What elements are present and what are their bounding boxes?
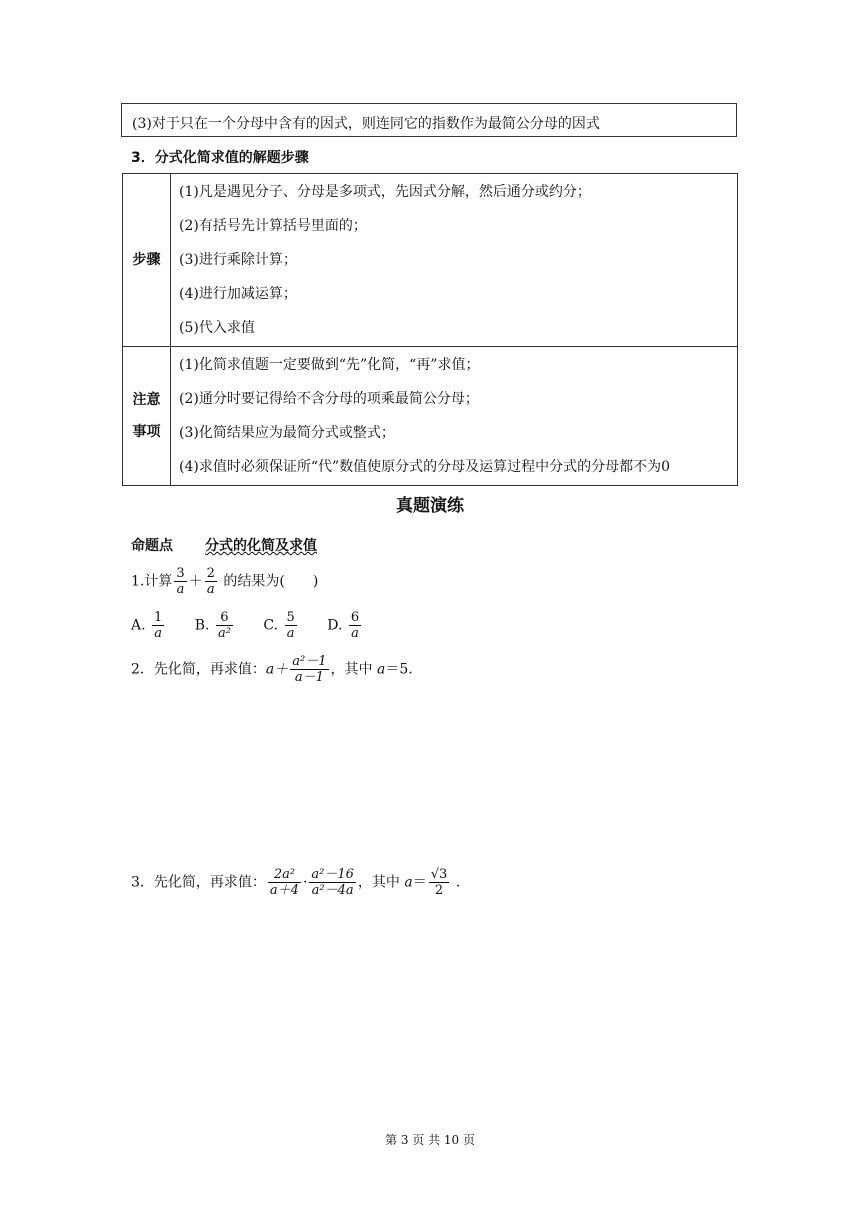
option-num: 6 bbox=[350, 610, 360, 625]
notes-label-line: 事项 bbox=[132, 424, 161, 440]
q3-fraction-2 bbox=[309, 867, 356, 898]
q3-f1-num: 2a² bbox=[268, 867, 301, 883]
q1-f1-den: a bbox=[176, 582, 185, 597]
section-heading: 3．分式化简求值的解题步骤 bbox=[131, 150, 309, 166]
page-footer: 第 3 页 共 10 页 bbox=[385, 1133, 475, 1147]
q3-value-fraction bbox=[429, 867, 450, 898]
section-title: 真题演练 bbox=[396, 496, 464, 516]
q2-var: a bbox=[376, 661, 386, 678]
q2-value: ＝5. bbox=[385, 661, 413, 678]
option-num: 5 bbox=[286, 610, 295, 625]
q2-lead: a＋ bbox=[265, 661, 289, 678]
q2-fraction bbox=[290, 654, 328, 685]
step-item: (3)进行乘除计算； bbox=[179, 252, 297, 268]
option-den: a² bbox=[217, 626, 231, 641]
q2-suffix: ，其中 bbox=[330, 661, 373, 678]
q1-fraction-1 bbox=[174, 566, 186, 597]
q1-suffix: 的结果为( ) bbox=[223, 573, 319, 590]
q2-num: a²－1 bbox=[292, 654, 327, 669]
q1-fraction-2 bbox=[205, 566, 217, 597]
note-item: (1)化简求值题一定要做到“先”化简，“再”求值； bbox=[179, 357, 480, 373]
q1-f1-num: 3 bbox=[176, 566, 185, 581]
q3-end: . bbox=[455, 874, 461, 891]
note-item: (2)通分时要记得给不含分母的项乘最简公分母； bbox=[179, 391, 479, 407]
q3-f1-den: a＋4 bbox=[269, 883, 299, 898]
q1-options bbox=[131, 610, 387, 641]
notes-label bbox=[123, 347, 171, 486]
q3-f2-den: a²－4a bbox=[311, 883, 354, 898]
q1-option-b bbox=[195, 610, 235, 641]
q1-plus: ＋ bbox=[188, 573, 203, 590]
topic-label: 命题点 bbox=[131, 538, 173, 554]
q3-fraction-1 bbox=[268, 867, 301, 898]
step-item: (5)代入求值 bbox=[179, 320, 255, 336]
q3-eq: ＝ bbox=[412, 874, 427, 891]
q3-var: a bbox=[404, 874, 413, 891]
option-num: 6 bbox=[216, 610, 233, 626]
note-item: (4)求值时必须保证所“代”数值使原分式的分母及运算过程中分式的分母都不为0 bbox=[179, 459, 671, 475]
q1-option-c bbox=[263, 610, 298, 641]
option-label: A. bbox=[131, 617, 146, 634]
step-item: (2)有括号先计算括号里面的； bbox=[179, 218, 367, 234]
steps-row bbox=[123, 174, 738, 347]
topic-line bbox=[131, 535, 317, 555]
q2-prefix: 2．先化简，再求值： bbox=[131, 661, 266, 678]
q3-prefix: 3．先化简，再求值： bbox=[131, 874, 266, 891]
notes-row bbox=[123, 347, 738, 486]
question-1 bbox=[131, 566, 318, 597]
option-den: a bbox=[154, 626, 163, 641]
q3-suffix: ，其中 bbox=[357, 874, 400, 891]
steps-label: 步骤 bbox=[123, 174, 171, 347]
note-box bbox=[121, 103, 737, 137]
notes-label-line: 注意 bbox=[132, 392, 161, 408]
option-fraction bbox=[152, 610, 164, 641]
q1-prefix: 1.计算 bbox=[131, 573, 173, 590]
note-text: (3)对于只在一个分母中含有的因式，则连同它的指数作为最简公分母的因式 bbox=[132, 116, 600, 132]
option-num: 1 bbox=[154, 610, 163, 625]
steps-table bbox=[122, 173, 738, 486]
q1-f2-den: a bbox=[206, 582, 215, 597]
step-item: (4)进行加减运算； bbox=[179, 286, 297, 302]
option-label: C. bbox=[263, 617, 279, 634]
option-den: a bbox=[351, 626, 359, 641]
q3-val-num: √3 bbox=[430, 867, 448, 882]
notes-content bbox=[171, 347, 738, 486]
option-den: a bbox=[286, 626, 295, 641]
q1-option-a bbox=[131, 610, 166, 641]
question-3 bbox=[131, 867, 460, 898]
q2-den: a－1 bbox=[294, 670, 324, 685]
question-2 bbox=[131, 654, 413, 685]
q1-f2-num: 2 bbox=[206, 566, 215, 581]
topic-name: 分式的化简及求值 bbox=[205, 538, 317, 554]
q3-val-den: 2 bbox=[434, 883, 444, 898]
q3-dot: · bbox=[302, 874, 308, 891]
option-fraction bbox=[349, 610, 361, 641]
q1-option-d bbox=[327, 610, 363, 641]
option-fraction bbox=[216, 610, 233, 641]
note-item: (3)化简结果应为最简分式或整式； bbox=[179, 425, 395, 441]
option-label: B. bbox=[194, 617, 210, 634]
steps-content bbox=[171, 174, 738, 347]
q3-f2-num: a²－16 bbox=[311, 867, 354, 882]
step-item: (1)凡是遇见分子、分母是多项式，先因式分解，然后通分或约分； bbox=[179, 184, 591, 200]
option-label: D. bbox=[327, 617, 343, 634]
option-fraction bbox=[285, 610, 297, 641]
